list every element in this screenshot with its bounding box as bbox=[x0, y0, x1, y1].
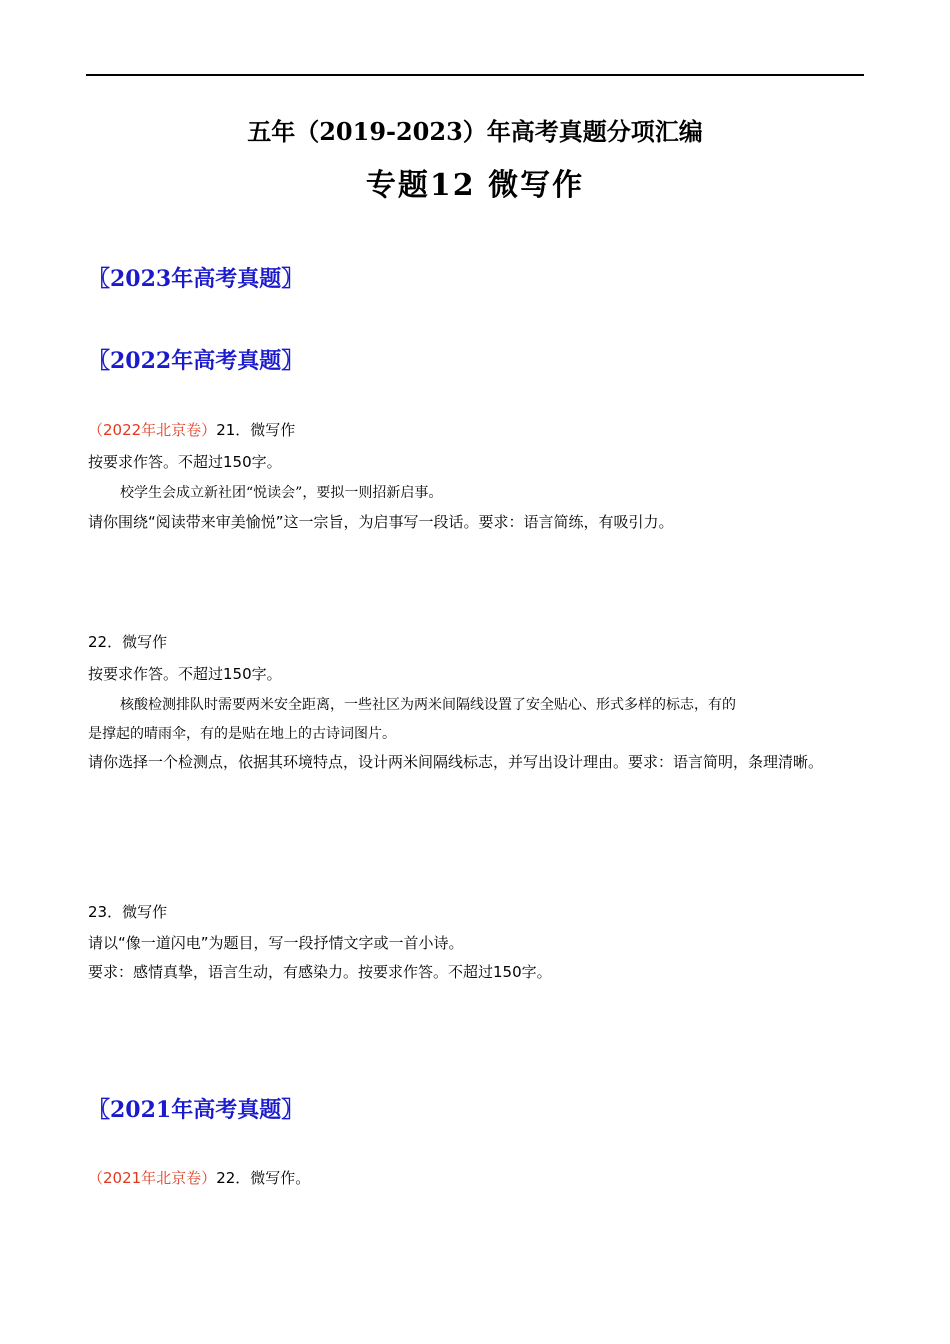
q22-task: 请你选择一个检测点，依据其环境特点，设计两米间隔线标志，并写出设计理由。要求：语言简明，条理清晰。 bbox=[88, 753, 824, 771]
q23-requirement: 要求：感情真挚，语言生动，有感染力。按要求作答。不超过150字。 bbox=[88, 963, 552, 981]
q21-material: 校学生会成立新社团“悦读会”，要拟一则招新启事。 bbox=[120, 485, 443, 501]
section-2022: 〖2022年高考真题〗 bbox=[88, 348, 304, 374]
q21-task: 请你围绕“阅读带来审美愉悦”这一宗旨，为启事写一段话。要求：语言简练，有吸引力。 bbox=[88, 513, 674, 531]
q22-title: 22．微写作 bbox=[88, 633, 168, 651]
q21-source: （2022年北京卷） bbox=[88, 421, 217, 439]
q22-requirement: 按要求作答。不超过150字。 bbox=[88, 665, 282, 683]
header-rule bbox=[86, 74, 864, 76]
section-2021: 〖2021年高考真题〗 bbox=[88, 1097, 304, 1123]
q2021-source: （2021年北京卷） bbox=[88, 1169, 217, 1187]
q21-heading bbox=[88, 420, 295, 440]
q2021-heading bbox=[88, 1168, 310, 1188]
doc-title: 五年（2019-2023）年高考真题分项汇编 bbox=[247, 117, 703, 146]
q22-material-line2: 是撑起的晴雨伞，有的是贴在地上的古诗词图片。 bbox=[88, 726, 396, 742]
doc-subtitle: 专题12 微写作 bbox=[365, 168, 585, 203]
q2021-title: 22．微写作。 bbox=[216, 1169, 311, 1187]
q23-prompt: 请以“像一道闪电”为题目，写一段抒情文字或一首小诗。 bbox=[88, 934, 464, 952]
q22-material-line1: 核酸检测排队时需要两米安全距离，一些社区为两米间隔线设置了安全贴心、形式多样的标志，有的 bbox=[120, 697, 736, 713]
q21-title: 21．微写作 bbox=[216, 421, 296, 439]
q23-title: 23．微写作 bbox=[88, 903, 168, 921]
section-2023: 〖2023年高考真题〗 bbox=[88, 266, 304, 292]
q21-requirement: 按要求作答。不超过150字。 bbox=[88, 453, 282, 471]
